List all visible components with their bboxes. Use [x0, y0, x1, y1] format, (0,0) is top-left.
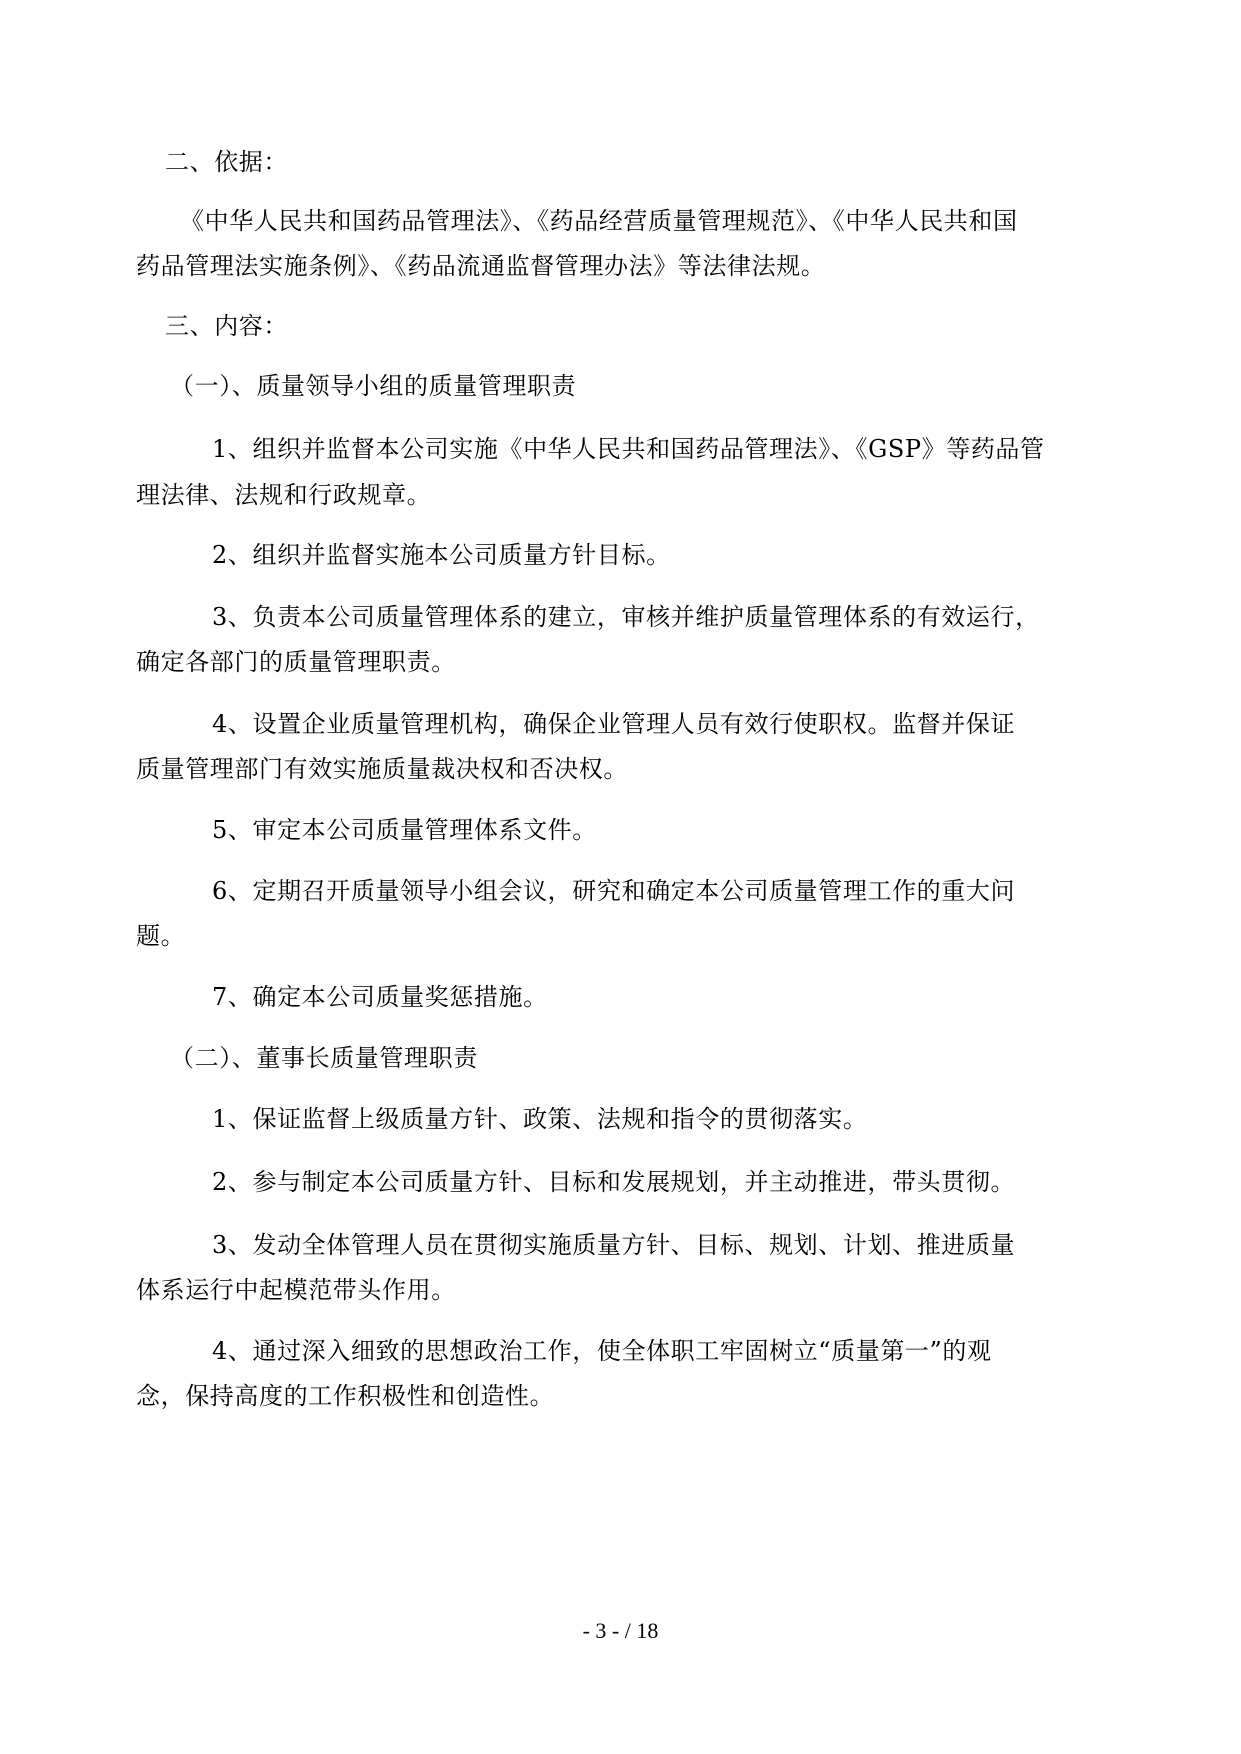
list-item: 2、参与制定本公司质量方针、目标和发展规划，并主动推进，带头贯彻。: [212, 1168, 1016, 1196]
list-item: 6、定期召开质量领导小组会议，研究和确定本公司质量管理工作的重大问: [212, 877, 1016, 905]
list-item-continuation: 念，保持高度的工作积极性和创造性。: [136, 1382, 555, 1410]
list-item: 3、发动全体管理人员在贯彻实施质量方针、目标、规划、计划、推进质量: [212, 1231, 1016, 1259]
list-item: 7、确定本公司质量奖惩措施。: [212, 983, 548, 1011]
list-item: 1、组织并监督本公司实施《中华人民共和国药品管理法》、《GSP》等药品管: [212, 435, 1045, 463]
section-heading: （一）、质量领导小组的质量管理职责: [170, 372, 577, 400]
section-heading: （二）、董事长质量管理职责: [170, 1044, 478, 1072]
page-number: - 3 - / 18: [582, 1618, 659, 1643]
list-item: 2、组织并监督实施本公司质量方针目标。: [212, 541, 671, 569]
list-item-continuation: 题。: [136, 922, 186, 950]
basis-text-line: 药品管理法实施条例》、《药品流通监督管理办法》等法律法规。: [136, 252, 826, 280]
list-item-continuation: 确定各部门的质量管理职责。: [136, 648, 456, 676]
list-item-continuation: 理法律、法规和行政规章。: [136, 481, 432, 509]
list-item: 4、设置企业质量管理机构，确保企业管理人员有效行使职权。监督并保证: [212, 710, 1016, 738]
list-item-continuation: 体系运行中起模范带头作用。: [136, 1276, 456, 1304]
list-item: 4、通过深入细致的思想政治工作，使全体职工牢固树立“质量第一”的观: [212, 1337, 992, 1365]
list-item: 3、负责本公司质量管理体系的建立，审核并维护质量管理体系的有效运行，: [212, 603, 1040, 631]
basis-text-line: 《中华人民共和国药品管理法》、《药品经营质量管理规范》、《中华人民共和国: [180, 207, 1018, 235]
basis-heading: 二、依据：: [165, 148, 288, 176]
list-item: 1、保证监督上级质量方针、政策、法规和指令的贯彻落实。: [212, 1105, 868, 1133]
list-item-continuation: 质量管理部门有效实施质量裁决权和否决权。: [136, 755, 628, 783]
list-item: 5、审定本公司质量管理体系文件。: [212, 816, 597, 844]
content-heading: 三、内容：: [165, 312, 288, 340]
